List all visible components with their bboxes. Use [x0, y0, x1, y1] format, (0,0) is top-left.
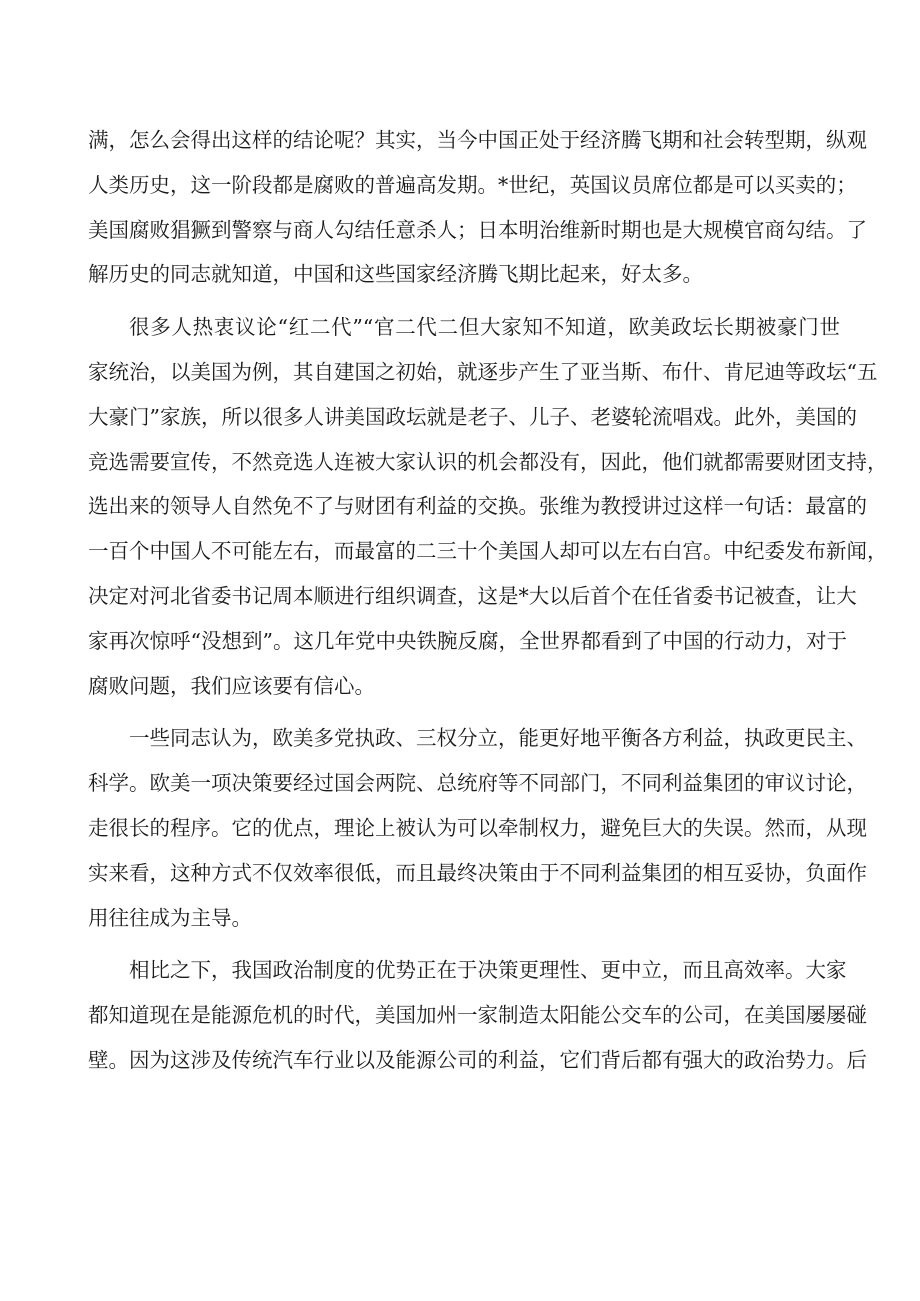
- paragraph-line: 竞选需要宣传，不然竞选人连被大家认识的机会都没有，因此，他们就都需要财团支持，: [88, 449, 888, 474]
- paragraph-line: 用往往成为主导。: [88, 905, 252, 930]
- paragraph-line: 壁。因为这涉及传统汽车行业以及能源公司的利益，它们背后都有强大的政治势力。后: [88, 1047, 867, 1072]
- paragraph-line: 一百个中国人不可能左右，而最富的二三十个美国人却可以左右白宫。中纪委发布新闻，: [88, 539, 888, 564]
- paragraph-p1: [88, 118, 867, 297]
- paragraph-line: 选出来的领导人自然免不了与财团有利益的交换。张维为教授讲过这样一句话：最富的: [88, 494, 867, 519]
- paragraph-p4: [88, 948, 867, 1082]
- paragraph-line: 人类历史，这一阶段都是腐败的普遍高发期。*世纪，英国议员席位都是可以买卖的；: [88, 172, 857, 197]
- paragraph-line: 大豪门”家族，所以很多人讲美国政坛就是老子、儿子、老婆轮流唱戏。此外，美国的: [88, 404, 857, 429]
- paragraph-line: 走很长的程序。它的优点，理论上被认为可以牵制权力，避免巨大的失误。然而，从现: [88, 815, 867, 840]
- paragraph-line: 都知道现在是能源危机的时代，美国加州一家制造太阳能公交车的公司，在美国屡屡碰: [88, 1003, 867, 1028]
- paragraph-line: 决定对河北省委书记周本顺进行组织调查，这是*大以后首个在任省委书记被查，让大: [88, 583, 857, 608]
- paragraph-line: 解历史的同志就知道，中国和这些国家经济腾飞期比起来，好太多。: [88, 262, 703, 287]
- paragraph-gap: [88, 297, 840, 305]
- document-body: [88, 118, 888, 1083]
- paragraph-gap: [88, 940, 840, 948]
- paragraph-p2: [88, 305, 888, 708]
- paragraph-line: 相比之下，我国政治制度的优势正在于决策更理性、更中立，而且高效率。大家: [129, 958, 847, 983]
- paragraph-line: 腐败问题，我们应该要有信心。: [88, 673, 375, 698]
- paragraph-line: 美国腐败猖獗到警察与商人勾结任意杀人；日本明治维新时期也是大规模官商勾结。了: [88, 217, 867, 242]
- paragraph-line: 满，怎么会得出这样的结论呢？其实，当今中国正处于经济腾飞期和社会转型期，纵观: [88, 128, 867, 152]
- paragraph-line: 很多人热衷议论“红二代”“官二代二但大家知不知道，欧美政坛长期被豪门世: [129, 315, 840, 340]
- paragraph-line: 一些同志认为，欧美多党执政、三权分立，能更好地平衡各方利益，执政更民主、: [129, 726, 867, 751]
- paragraph-line: 家统治，以美国为例，其自建国之初始，就逐步产生了亚当斯、布什、肯尼迪等政坛“五: [88, 359, 878, 384]
- paragraph-line: 科学。欧美一项决策要经过国会两院、总统府等不同部门，不同利益集团的审议讨论，: [88, 771, 867, 796]
- paragraph-line: 家再次惊呼“没想到”。这几年党中央铁腕反腐，全世界都看到了中国的行动力，对于: [88, 628, 847, 653]
- paragraph-p3: [88, 716, 867, 940]
- paragraph-gap: [88, 708, 840, 716]
- paragraph-line: 实来看，这种方式不仅效率很低，而且最终决策由于不同利益集团的相互妥协，负面作: [88, 860, 867, 885]
